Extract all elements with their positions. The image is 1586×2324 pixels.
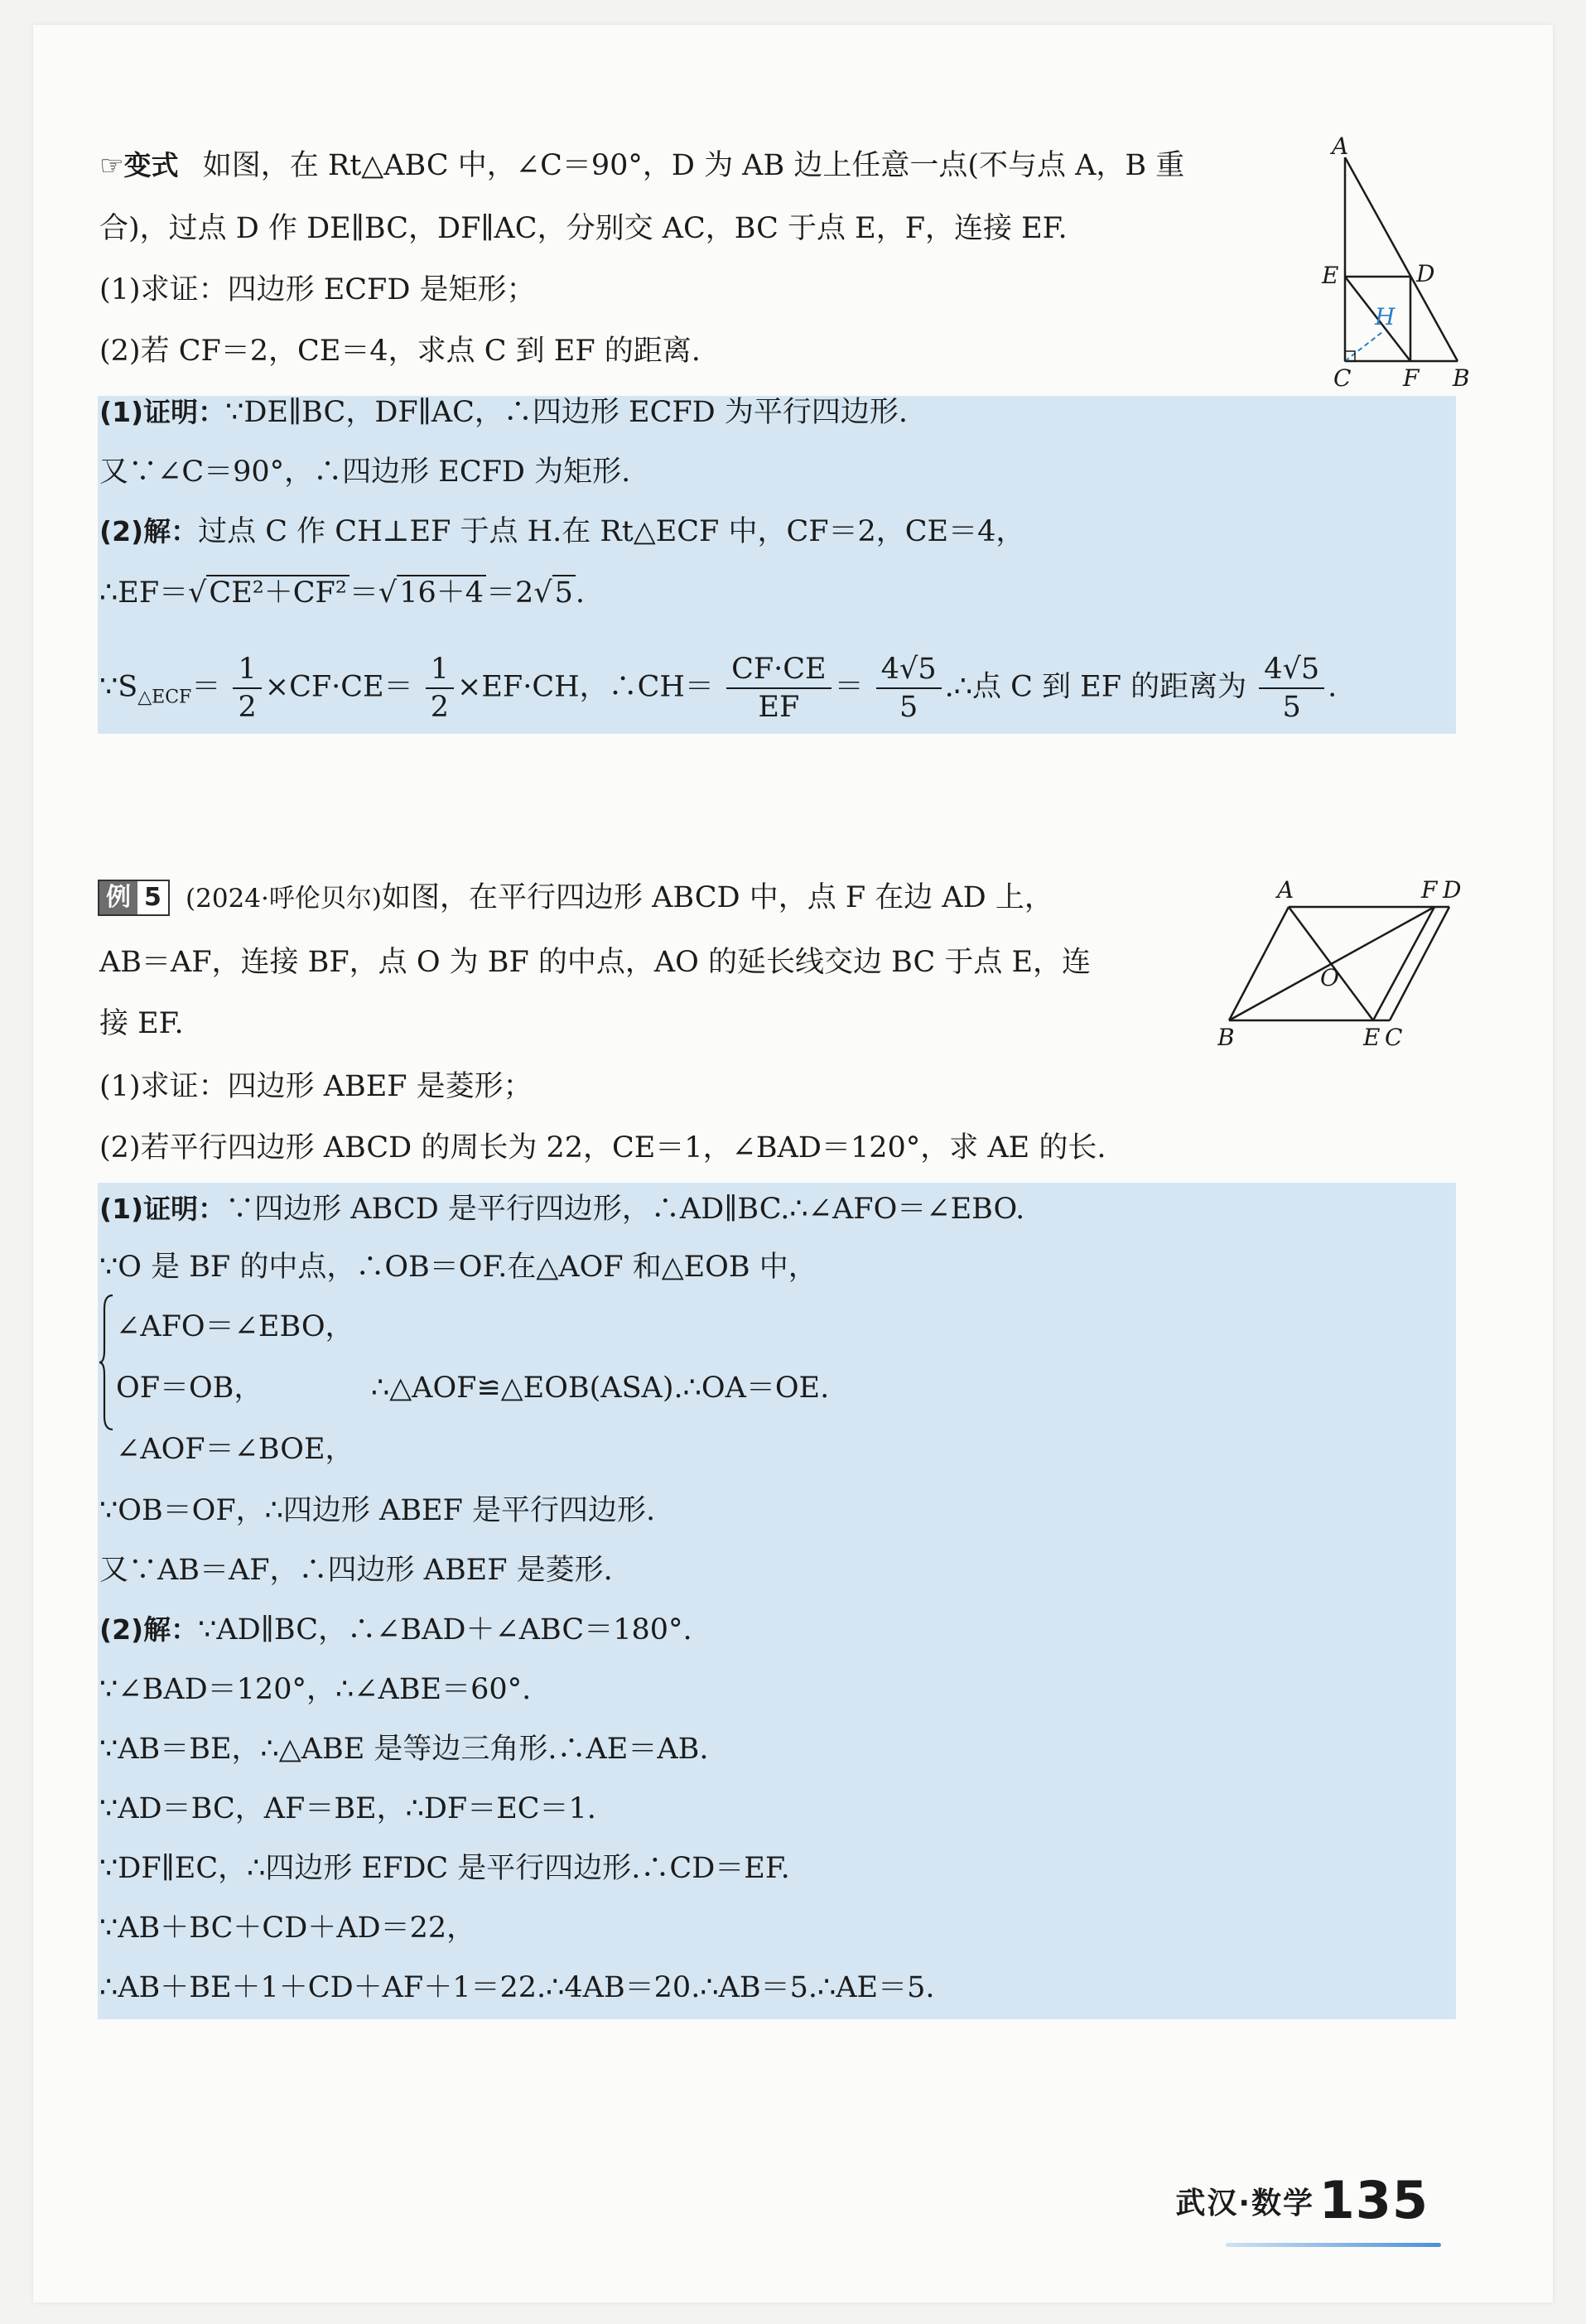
label-c: C [1385, 1024, 1403, 1051]
example-stem-line-3: 接 EF. [99, 1007, 184, 1040]
variant-solution-line-4: ∴EF＝√CE²＋CF²＝√16＋4＝2√5. [99, 576, 586, 610]
system-line-2: OF＝OB， [116, 1372, 263, 1405]
example-stem-line-1: 例 5 (2024·呼伦贝尔)如图，在平行四边形 ABCD 中，点 F 在边 AD 上， [98, 878, 1053, 919]
example-solution-line-5: (2)解：∵AD∥BC，∴∠BAD＋∠ABC＝180°. [99, 1613, 692, 1647]
segment-dc [1390, 907, 1449, 1020]
page-footer [1175, 2170, 1429, 2230]
example-badge: 例 5 [98, 880, 170, 916]
example-solution-line-6: ∵∠BAD＝120°，∴∠ABE＝60°. [99, 1673, 532, 1706]
label-h: H [1375, 303, 1396, 330]
label-o: O [1320, 964, 1339, 991]
label-f: F [1403, 364, 1420, 392]
variant-question-1: (1)求证：四边形 ECFD 是矩形； [99, 273, 536, 306]
parallelogram-diagram [1217, 870, 1466, 1052]
example-source: (2024·呼伦贝尔) [186, 884, 382, 914]
example-solution-line-2: ∵O 是 BF 的中点，∴OB＝OF.在△AOF 和△EOB 中， [99, 1251, 817, 1284]
variant-stem-line-1: ☞变式 如图，在 Rt△ABC 中，∠C＝90°，D 为 AB 边上任意一点(不与点 A，B 重 [99, 149, 1185, 182]
system-line-3: ∠AOF＝∠BOE， [116, 1433, 354, 1466]
label-d: D [1443, 876, 1462, 904]
variant-triangle-diagram [1315, 133, 1481, 398]
footer-accent-bar [1226, 2243, 1441, 2247]
example-solution-line-4: 又∵AB＝AF，∴四边形 ABEF 是菱形. [99, 1554, 613, 1587]
variant-solution-line-5: $\because S_{\triangle ECF}=$ $\frac{1}{2}$ ×CF·CE＝ $\frac{1}{2}$ ×EF·CH，∴CH＝ $\frac{CF\cdot CE}{EF}$ ＝ $\frac{4√5}{5}$ .∴点 C 到 EF 的距离为 $\frac{4√5}{5}$ . [99, 653, 1338, 724]
label-a: A [1332, 133, 1349, 160]
label-b: B [1453, 364, 1470, 392]
variant-marker: ☞变式 [99, 149, 179, 181]
label-c: C [1333, 364, 1352, 392]
footer-label: 武汉·数学 [1175, 2187, 1314, 2220]
example-solution-line-8: ∵AD＝BC，AF＝BE，∴DF＝EC＝1. [99, 1792, 596, 1825]
label-b: B [1217, 1024, 1235, 1051]
fraction-answer-b: $\frac{4√5}{5}$ [1259, 651, 1324, 726]
fraction-cf-ce-over-ef: $\frac{CF\cdot CE}{EF}$ [726, 651, 832, 726]
variant-question-2: (2)若 CF＝2，CE＝4，求点 C 到 EF 的距离. [99, 335, 701, 368]
example-question-1: (1)求证：四边形 ABEF 是菱形； [99, 1070, 533, 1103]
fraction-answer-a: $\frac{4√5}{5}$ [876, 651, 942, 726]
example-solution-line-3: ∵OB＝OF，∴四边形 ABEF 是平行四边形. [99, 1494, 656, 1527]
fraction-one-half-a: $\frac{1}{2}$ [233, 651, 261, 726]
variant-stem-line-2: 合)，过点 D 作 DE∥BC，DF∥AC，分别交 AC，BC 于点 E，F，连接 EF. [99, 212, 1068, 245]
page-number: 135 [1318, 2170, 1429, 2230]
system-conclusion: ∴△AOF≌△EOB(ASA).∴OA＝OE. [371, 1372, 830, 1405]
example-stem-line-2: AB＝AF，连接 BF，点 O 为 BF 的中点，AO 的延长线交边 BC 于点 E，连 [99, 946, 1092, 979]
variant-solution-line-2: 又∵∠C＝90°，∴四边形 ECFD 为矩形. [99, 456, 631, 489]
label-f: F [1421, 876, 1438, 904]
label-d: D [1416, 260, 1435, 287]
label-a: A [1277, 876, 1294, 904]
example-solution-line-1: (1)证明：∵四边形 ABCD 是平行四边形，∴AD∥BC.∴∠AFO＝∠EBO. [99, 1193, 1025, 1226]
segment-ab [1345, 157, 1458, 361]
example-solution-line-9: ∵DF∥EC，∴四边形 EFDC 是平行四边形.∴CD＝EF. [99, 1852, 790, 1885]
example-solution-line-11: ∴AB＋BE＋1＋CD＋AF＋1＝22.∴4AB＝20.∴AB＝5.∴AE＝5. [99, 1971, 935, 2004]
variant-solution-line-1: (1)证明：∵DE∥BC，DF∥AC，∴四边形 ECFD 为平行四边形. [99, 396, 908, 429]
example-question-2: (2)若平行四边形 ABCD 的周长为 22，CE＝1，∠BAD＝120°，求 AE 的长. [99, 1131, 1106, 1164]
fraction-one-half-b: $\frac{1}{2}$ [426, 651, 454, 726]
example-solution-line-10: ∵AB＋BC＋CD＋AD＝22， [99, 1912, 476, 1945]
example-solution-line-7: ∵AB＝BE，∴△ABE 是等边三角形.∴AE＝AB. [99, 1733, 709, 1766]
variant-solution-line-3: (2)解：过点 C 作 CH⊥EF 于点 H.在 Rt△ECF 中，CF＝2，CE＝4， [99, 515, 1025, 548]
system-brace [98, 1292, 114, 1433]
label-e: E [1363, 1024, 1381, 1051]
system-line-1: ∠AFO＝∠EBO， [116, 1310, 354, 1343]
label-e: E [1322, 262, 1339, 289]
segment-ch [1345, 332, 1382, 361]
